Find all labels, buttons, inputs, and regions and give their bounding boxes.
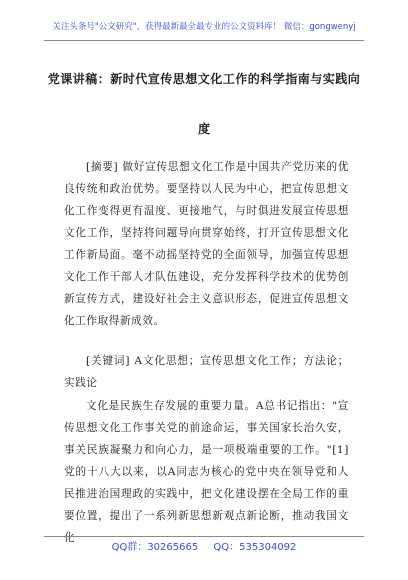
header-divider xyxy=(44,40,364,41)
body-paragraph: 文化是民族生存发展的重要力量。A总书记指出："宣传思想文化工作事关党的前途命运，事关国家长治久安，事关民族凝聚力和向心力，是一项极端重要的工作。"[1]党的十八大以来，以A同志为核心的党中央在领导党和人民推进治国理政的实践中，把文化建设摆在全局工作的重要位置，提出了一系列新思想新观点新论断，推动我国文化 xyxy=(64,400,349,544)
footer xyxy=(0,538,408,553)
doc-title-line1: 党课讲稿：新时代宣传思想文化工作的科学指南与实践向 xyxy=(47,72,361,86)
doc-title-line2: 度 xyxy=(197,122,210,136)
footer-divider xyxy=(44,536,364,537)
abstract-paragraph: [摘要] 做好宣传思想文化工作是中国共产党历来的优良传统和政治优势。要坚持以人民为中心，把宣传思想文化工作变得更有温度、更接地气，与时俱进发展宣传思想文化工作，坚持将问题导向贯穿始终，打开宣传思想文化工作新局面。毫不动摇坚持党的全面领导，加强宣传思想文化工作干部人才队伍建设，充分发挥科学技术的优势创新宣传方式，建设好社会主义意识形态，促进宣传思想文化工作取得新成效。 xyxy=(64,161,349,327)
footer-qq-group: QQ群：30265665 xyxy=(111,542,199,553)
header-note: 关注头条号"公文研究"，获得最新最全最专业的公文资料库！ 微信：gongwenyj xyxy=(52,22,356,32)
keywords-paragraph: [关键词] A文化思想；宣传思想文化工作；方法论；实践论 xyxy=(64,355,349,389)
footer-qq: QQ：535304092 xyxy=(213,542,297,553)
